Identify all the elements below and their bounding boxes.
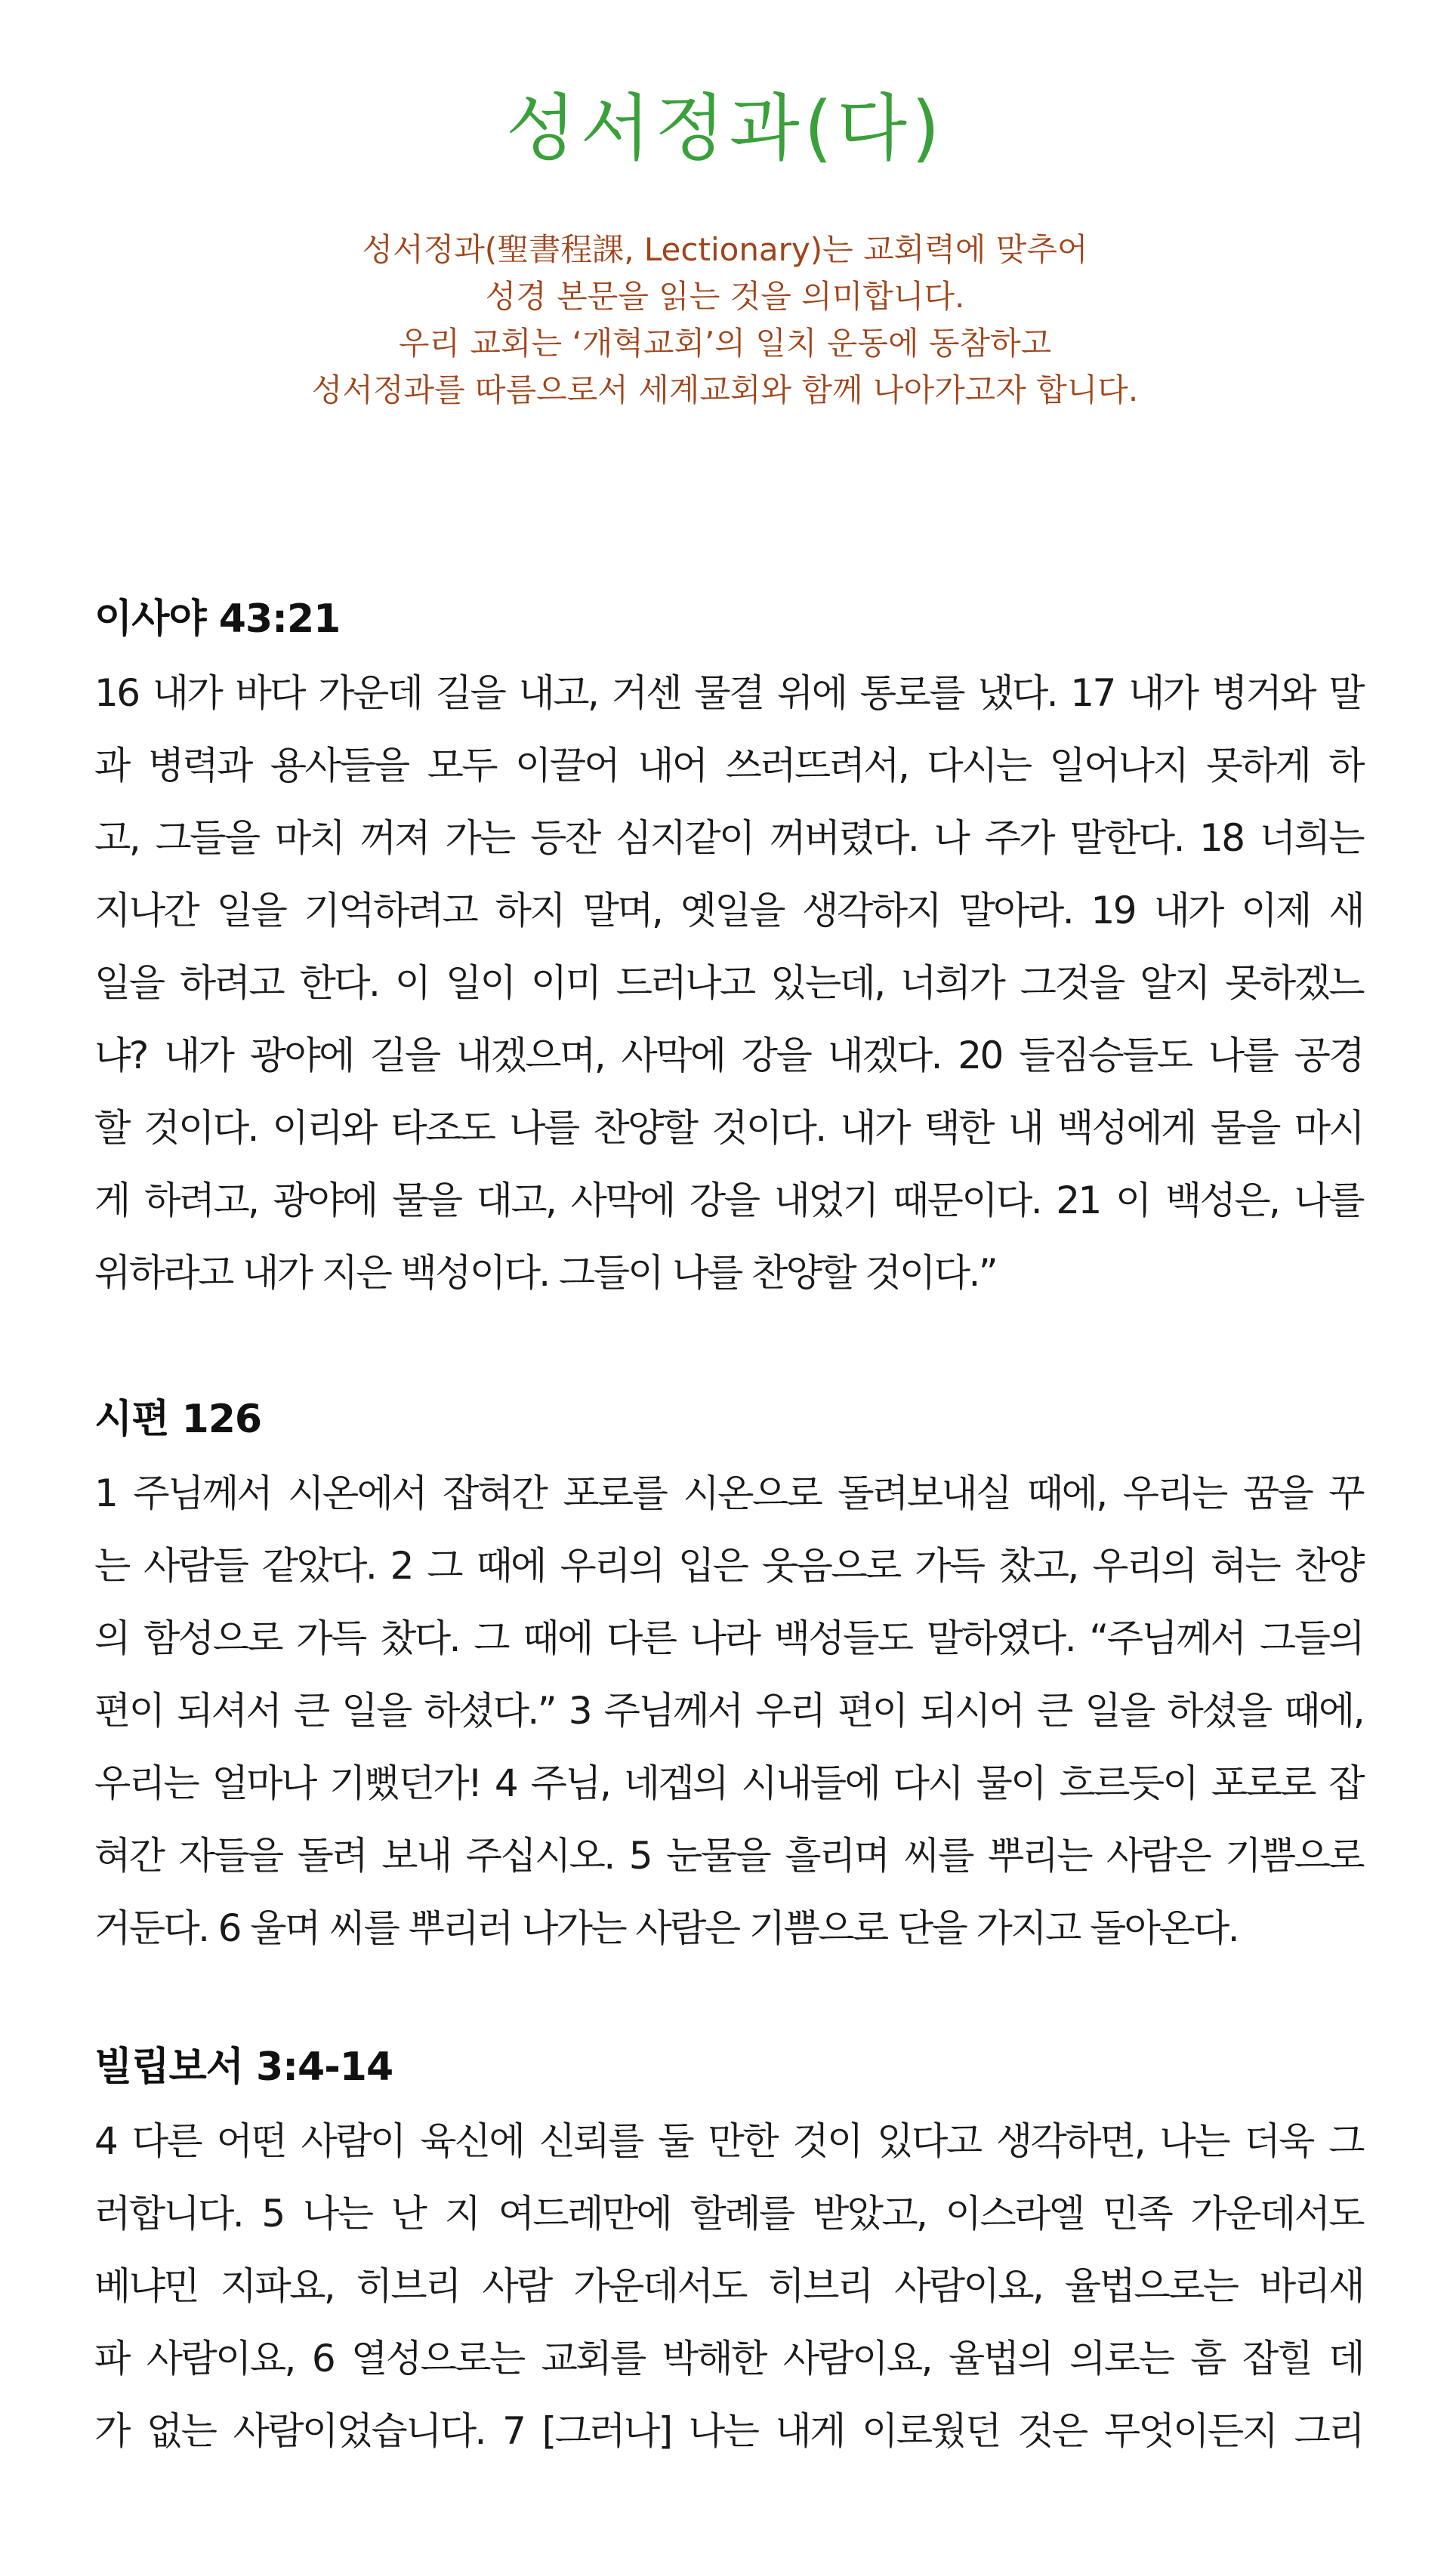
scripture-line: 베냐민 지파요, 히브리 사람 가운데서도 히브리 사람이요, 율법으로는 바리새 (94, 2264, 1363, 2308)
scripture-line: 4 다른 어떤 사람이 육신에 신뢰를 둘 만한 것이 있다고 생각하면, 나는 더욱 그 (94, 2119, 1363, 2163)
scripture-line: 우리는 얼마나 기뻤던가! 4 주님, 네겝의 시내들에 다시 물이 흐르듯이 포로로 잡 (94, 1761, 1363, 1805)
scripture-line: 지나간 일을 기억하려고 하지 말며, 옛일을 생각하지 말아라. 19 내가 이제 새 (94, 889, 1363, 932)
scripture-line: 는 사람들 같았다. 2 그 때에 우리의 입은 웃음으로 가득 찼고, 우리의 혀는 찬양 (94, 1544, 1363, 1588)
scripture-line: 과 병력과 용사들을 모두 이끌어 내어 쓰러뜨려서, 다시는 일어나지 못하게 하 (94, 744, 1363, 787)
intro-line: 성경 본문을 읽는 것을 의미합니다. (485, 278, 965, 315)
scripture-line: 파 사람이요, 6 열성으로는 교회를 박해한 사람이요, 율법의 의로는 흠 잡힐 데 (94, 2337, 1363, 2380)
scripture-line: 할 것이다. 이리와 타조도 나를 찬양할 것이다. 내가 택한 내 백성에게 물을 마시 (94, 1106, 1363, 1150)
scripture-line: 고, 그들을 마치 꺼져 가는 등잔 심지같이 꺼버렸다. 나 주가 말한다. 18 너희는 (94, 816, 1363, 860)
scripture-line: 위하라고 내가 지은 백성이다. 그들이 나를 찬양할 것이다.” (94, 1251, 997, 1295)
scripture-line: 냐? 내가 광야에 길을 내겠으며, 사막에 강을 내겠다. 20 들짐승들도 나를 공경 (94, 1034, 1363, 1077)
intro-line: 성서정과(聖書程課, Lectionary)는 교회력에 맞추어 (362, 231, 1088, 268)
intro-line: 우리 교회는 ‘개혁교회’의 일치 운동에 동참하고 (398, 325, 1052, 362)
scripture-line: 16 내가 바다 가운데 길을 내고, 거센 물결 위에 통로를 냈다. 17 내가 병거와 말 (94, 671, 1363, 715)
intro-line: 성서정과를 따름으로서 세계교회와 함께 나아가고자 합니다. (311, 371, 1139, 408)
section-heading: 시편 126 (94, 1397, 262, 1442)
reading-section-isaiah (94, 581, 1363, 1309)
scripture-line: 일을 하려고 한다. 이 일이 이미 드러나고 있는데, 너희가 그것을 알지 못하겠느 (94, 961, 1363, 1005)
scripture-line: 러합니다. 5 나는 난 지 여드레만에 할례를 받았고, 이스라엘 민족 가운데서도 (94, 2192, 1363, 2236)
scripture-line: 1 주님께서 시온에서 잡혀간 포로를 시온으로 돌려보내실 때에, 우리는 꿈을 꾸 (94, 1471, 1363, 1515)
section-heading: 빌립보서 3:4-14 (94, 2044, 393, 2090)
reading-section-philippians (94, 2029, 1363, 2467)
scripture-line: 거둔다. 6 울며 씨를 뿌리러 나가는 사람은 기쁨으로 단을 가지고 돌아온다. (94, 1906, 1239, 1950)
scripture-line: 가 없는 사람이었습니다. 7 [그러나] 나는 내게 이로웠던 것은 무엇이든지 그리 (94, 2409, 1363, 2453)
scripture-line: 편이 되셔서 큰 일을 하셨다.” 3 주님께서 우리 편이 되시어 큰 일을 하셨을 때에, (94, 1689, 1363, 1733)
section-heading: 이사야 43:21 (94, 596, 341, 642)
scripture-line: 혀간 자들을 돌려 보내 주십시오. 5 눈물을 흘리며 씨를 뿌리는 사람은 기쁨으로 (94, 1834, 1363, 1878)
reading-section-psalm (94, 1382, 1363, 1964)
intro-text (0, 226, 1450, 414)
scripture-line: 의 함성으로 가득 찼다. 그 때에 다른 나라 백성들도 말하였다. “주님께서 그들의 (94, 1616, 1363, 1660)
page-title: 성서정과(다) (505, 86, 945, 171)
scripture-line: 게 하려고, 광야에 물을 대고, 사막에 강을 내었기 때문이다. 21 이 백성은, 나를 (94, 1179, 1363, 1222)
